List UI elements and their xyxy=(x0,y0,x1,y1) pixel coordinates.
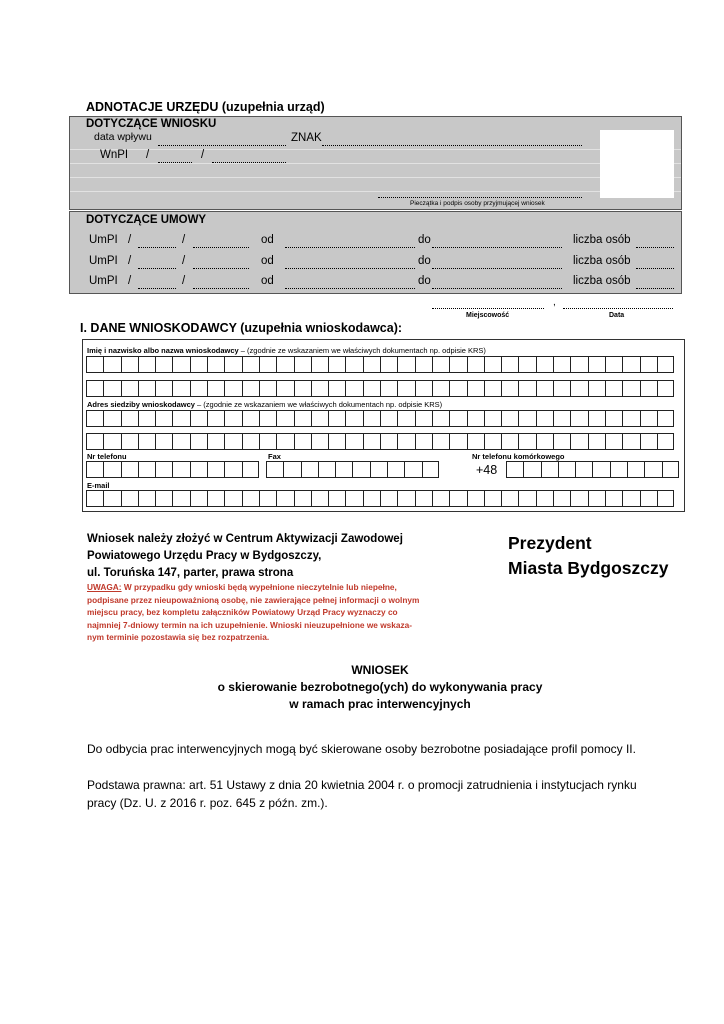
fax-grid[interactable] xyxy=(266,461,439,478)
data-wplywu-field[interactable] xyxy=(158,133,286,146)
od-field[interactable] xyxy=(285,256,415,269)
wnpi-number-field[interactable] xyxy=(158,150,192,163)
do-label: do xyxy=(418,275,431,287)
umpi-slash: / xyxy=(182,255,186,267)
phone-grid[interactable] xyxy=(86,461,259,478)
umpi-number-field[interactable] xyxy=(138,235,176,248)
data-caption: Data xyxy=(609,312,625,319)
od-label: od xyxy=(261,275,274,287)
section-1-heading: I. DANE WNIOSKODAWCY (uzupełnia wnioskodawca): xyxy=(80,321,403,335)
address-label-bold: Adres siedziby wnioskodawcy xyxy=(87,400,195,409)
address-label-note: – (zgodnie ze wskazaniem we właściwych dokumentach np. odpisie KRS) xyxy=(194,400,443,409)
wniosek-admin-box xyxy=(69,116,682,210)
submit-info-line-1: Wniosek należy złożyć w Centrum Aktywizacji Zawodowej xyxy=(87,533,403,545)
submit-info-line-3: ul. Toruńska 147, parter, prawa strona xyxy=(87,567,294,579)
umpi-number-field[interactable] xyxy=(138,276,176,289)
name-label xyxy=(87,346,486,355)
document-title-line-3: w ramach prac interwencyjnych xyxy=(289,697,471,711)
wniosek-section-title: DOTYCZĄCE WNIOSKU xyxy=(86,118,217,130)
umpi-label: UmPI xyxy=(89,275,118,287)
phone-label: Nr telefonu xyxy=(87,452,127,461)
warning-line-5: nym terminie pozostawia się bez rozpatrzenia. xyxy=(87,632,270,642)
umpi-year-field[interactable] xyxy=(193,235,249,248)
mobile-label: Nr telefonu komórkowego xyxy=(472,452,565,461)
fax-label: Fax xyxy=(268,452,281,461)
liczba-osob-field[interactable] xyxy=(636,256,674,269)
warning-line-1: W przypadku gdy wnioski będą wypełnione nieczytelnie lub niepełne, xyxy=(121,582,397,592)
umpi-year-field[interactable] xyxy=(193,256,249,269)
submit-info xyxy=(87,531,403,582)
body-paragraph-1: Do odbycia prac interwencyjnych mogą być skierowane osoby bezrobotne posiadające profil pomocy II. xyxy=(87,742,636,756)
do-label: do xyxy=(418,255,431,267)
warning-line-4: najmniej 7-dniowy termin na ich uzupełnienie. Wnioski nieuzupełnione we wskaza- xyxy=(87,619,413,630)
liczba-osob-label: liczba osób xyxy=(573,275,631,287)
recipient-line-1: Prezydent xyxy=(508,533,592,553)
od-label: od xyxy=(261,234,274,246)
submit-info-line-2: Powiatowego Urzędu Pracy w Bydgoszczy, xyxy=(87,550,322,562)
name-grid-row-2[interactable] xyxy=(86,380,674,397)
place-date-comma: , xyxy=(553,297,556,308)
body-paragraph-2 xyxy=(87,776,637,812)
miejscowosc-field[interactable] xyxy=(432,298,544,309)
liczba-osob-field[interactable] xyxy=(636,235,674,248)
body-paragraph-2-line-1: Podstawa prawna: art. 51 Ustawy z dnia 20 kwietnia 2004 r. o promocji zatrudnienia i instytucjach rynku xyxy=(87,778,637,792)
address-grid-row-1[interactable] xyxy=(86,410,674,427)
name-grid-row-1[interactable] xyxy=(86,356,674,373)
address-grid-row-2[interactable] xyxy=(86,433,674,450)
umpi-slash: / xyxy=(128,234,132,246)
do-field[interactable] xyxy=(432,256,562,269)
mobile-grid[interactable] xyxy=(506,461,679,478)
body-paragraph-2-line-2: pracy (Dz. U. z 2016 r. poz. 645 z późn. zm.). xyxy=(87,796,328,810)
wnpi-label: WnPI xyxy=(100,149,129,161)
address-label xyxy=(87,400,442,409)
umpi-label: UmPI xyxy=(89,234,118,246)
od-field[interactable] xyxy=(285,235,415,248)
admin-heading: ADNOTACJE URZĘDU (uzupełnia urząd) xyxy=(86,100,325,114)
miejscowosc-caption: Miejscowość xyxy=(466,312,510,319)
recipient xyxy=(508,531,668,581)
data-wplywu-label: data wpływu xyxy=(94,131,152,143)
umpi-year-field[interactable] xyxy=(193,276,249,289)
wnpi-year-field[interactable] xyxy=(212,150,286,163)
umowy-section-title: DOTYCZĄCE UMOWY xyxy=(86,214,207,226)
warning-line-3: miejscu pracy, bez kompletu załączników Powiatowy Urząd Pracy wyznaczy co xyxy=(87,607,398,617)
umpi-slash: / xyxy=(182,234,186,246)
umpi-slash: / xyxy=(128,255,132,267)
od-field[interactable] xyxy=(285,276,415,289)
umpi-slash: / xyxy=(182,275,186,287)
znak-label: ZNAK xyxy=(291,132,322,144)
name-label-note: – (zgodnie ze wskazaniem we właściwych dokumentach np. odpisie KRS) xyxy=(238,346,486,355)
liczba-osob-label: liczba osób xyxy=(573,255,631,267)
od-label: od xyxy=(261,255,274,267)
do-label: do xyxy=(418,234,431,246)
wnpi-slash-2: / xyxy=(201,149,205,161)
umpi-slash: / xyxy=(128,275,132,287)
data-field[interactable] xyxy=(563,298,673,309)
document-title-line-1: WNIOSEK xyxy=(351,663,409,677)
warning-label: UWAGA: xyxy=(87,582,122,592)
email-grid[interactable] xyxy=(86,490,674,507)
umpi-number-field[interactable] xyxy=(138,256,176,269)
liczba-osob-label: liczba osób xyxy=(573,234,631,246)
liczba-osob-field[interactable] xyxy=(636,276,674,289)
mobile-prefix: +48 xyxy=(476,463,498,477)
stamp-caption: Pieczątka i podpis osoby przyjmującej wniosek xyxy=(410,200,545,207)
document-title xyxy=(0,662,724,713)
do-field[interactable] xyxy=(432,276,562,289)
document-title-line-2: o skierowanie bezrobotnego(ych) do wykonywania pracy xyxy=(217,680,543,694)
name-label-bold: Imię i nazwisko albo nazwa wnioskodawcy xyxy=(87,346,239,355)
email-label: E-mail xyxy=(87,481,110,490)
umpi-label: UmPI xyxy=(89,255,118,267)
warning-note xyxy=(87,581,437,644)
warning-line-2: podpisane przez nieupoważnioną osobę, nie zawierające pełnej informacji o wolnym xyxy=(87,594,420,605)
stamp-area[interactable] xyxy=(600,130,674,198)
znak-field[interactable] xyxy=(322,133,582,146)
stamp-signature-line[interactable] xyxy=(378,185,582,198)
wnpi-slash-1: / xyxy=(146,149,150,161)
recipient-line-2: Miasta Bydgoszczy xyxy=(508,558,669,578)
do-field[interactable] xyxy=(432,235,562,248)
